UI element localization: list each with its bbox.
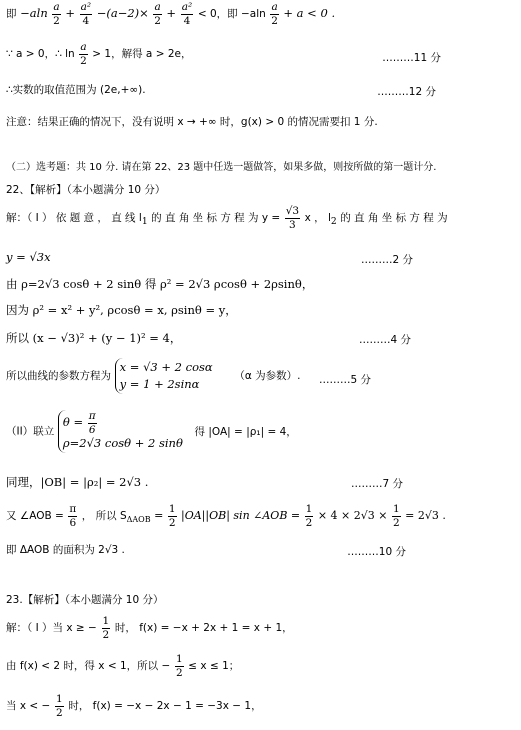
score-marker: ………11 分 [382, 52, 441, 64]
problem-22-heading: 22、【解析】（本小题满分 10 分） [6, 184, 166, 196]
line-area-result: 即 ΔAOB 的面积为 2√3 . [6, 544, 125, 556]
line-parametric: 所以曲线的参数方程为 x = √3 + 2 cosα y = 1 + 2sinα （α 为参数）. [6, 358, 300, 394]
fraction: $\frac{1}{2}$ [168, 503, 176, 529]
line-22-part2: （II）联立 θ = $\frac{\pi}{6}$ ρ=2√3 cosθ + 2 sinθ 得 |OA| = |ρ₁| = 4， [6, 410, 297, 453]
score-marker: ………2 分 [360, 254, 413, 266]
fraction: $\frac{1}{2}$ [55, 693, 63, 719]
fraction: $\frac{a}{2}$ [80, 41, 87, 67]
line-22-part1: 解：（ I ） 依 题 意 ， 直 线 $l_1$ 的 直 角 坐 标 方 程 为 y = $\frac{√3}{3}$ x ， $l_2$ 的 直 角 坐 标 方 程 为 [6, 205, 448, 231]
line-polar-eq: 由 ρ=2√3 cosθ + 2 sinθ 得 ρ² = 2√3 ρcosθ + 2ρsinθ， [6, 277, 314, 291]
fraction: $\frac{\pi}{6}$ [69, 503, 77, 529]
fraction: $\frac{1}{2}$ [175, 653, 183, 679]
fraction: $\frac{1}{2}$ [102, 615, 110, 641]
line-inequality-1: 即 −aln $\frac{a}{2}$ + $\frac{\text{a²}}{4}$ −(a−2)× $\frac{a}{2}$ + $\frac{\text{a²}}{4}$ < 0，即 −aln $\frac{a}{2}$ + a < 0 . [6, 1, 336, 27]
line-range: ∴实数的取值范围为 (2e,+∞). [6, 84, 146, 96]
score-marker: ………12 分 [377, 86, 436, 98]
problem-23-heading: 23.【解析】（本小题满分 10 分） [6, 594, 164, 606]
fraction: $\frac{\text{a²}}{4}$ [181, 1, 193, 27]
line-23-case1-solve: 由 f(x) < 2 时，得 x < 1，所以 − $\frac{1}{2}$ ≤ x ≤ 1； [6, 653, 240, 679]
line-23-case1: 解：（ I ）当 x ≥ − $\frac{1}{2}$ 时， f(x) = −x + 2x + 1 = x + 1， [6, 615, 293, 641]
line-note: 注意：结果正确的情况下，没有说明 x → +∞ 时，g(x) > 0 的情况需要扣 1 分. [6, 116, 378, 128]
equation-system: x = √3 + 2 cosα y = 1 + 2sinα [115, 358, 217, 394]
fraction: $\frac{a}{2}$ [271, 1, 278, 27]
equation-system: θ = $\frac{\pi}{6}$ ρ=2√3 cosθ + 2 sinθ [58, 410, 187, 453]
score-marker: ………5 分 [318, 374, 371, 386]
line-conversion: 因为 ρ² = x² + y², ρcosθ = x, ρsinθ = y， [6, 303, 237, 317]
line-23-case2: 当 x < − $\frac{1}{2}$ 时， f(x) = −x − 2x − 1 = −3x − 1， [6, 693, 262, 719]
line-circle-eq: 所以 (x − √3)² + (y − 1)² = 4， [6, 331, 182, 345]
line-solve-a: ∵ a > 0，∴ ln $\frac{a}{2}$ > 1，解得 a > 2e， [6, 41, 192, 67]
fraction: $\frac{1}{2}$ [305, 503, 313, 529]
score-marker: ………7 分 [350, 478, 403, 490]
line-l2-equation: y = √3x [6, 250, 51, 264]
score-marker: ………10 分 [347, 546, 406, 558]
score-marker: ………4 分 [358, 334, 411, 346]
fraction: $\frac{a}{2}$ [154, 1, 161, 27]
line-section-header: （二）选考题：共 10 分. 请在第 22、23 题中任选一题做答，如果多做，则按所做的第一题计分. [6, 162, 437, 173]
fraction: $\frac{1}{2}$ [392, 503, 400, 529]
fraction: $\frac{a}{2}$ [53, 1, 60, 27]
fraction: $\frac{√3}{3}$ [285, 205, 300, 231]
fraction: $\frac{\text{a²}}{4}$ [80, 1, 92, 27]
line-area-formula: 又 ∠AOB = $\frac{\pi}{6}$ ， 所以 $S_{\Delta AOB}$ = $\frac{1}{2}$ |OA||OB| sin ∠AOB = $\frac{1}{2}$ × 4 × 2√3 × $\frac{1}{2}$ = 2√3 . [6, 503, 446, 529]
line-ob: 同理，|OB| = |ρ₂| = 2√3 . [6, 475, 149, 489]
